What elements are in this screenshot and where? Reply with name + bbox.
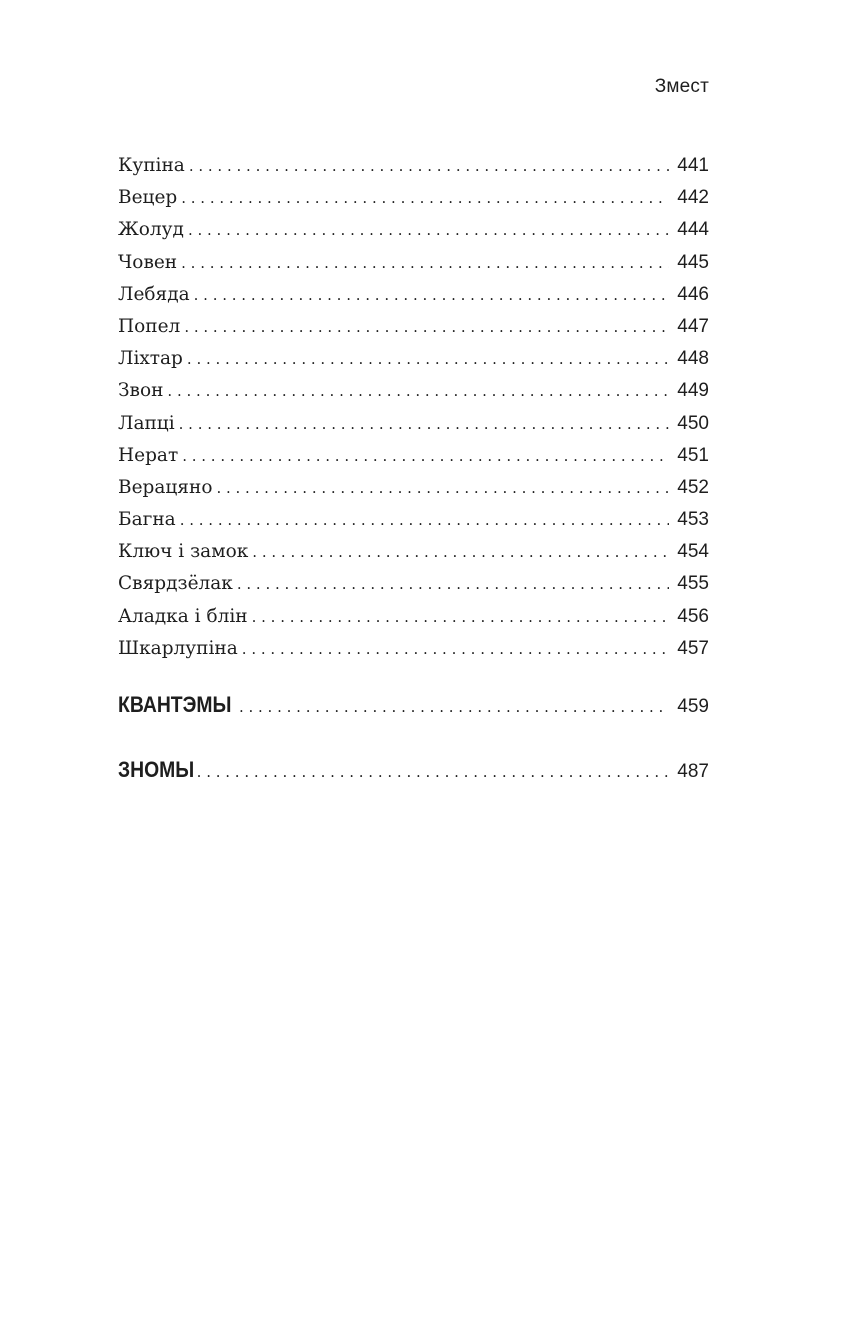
toc-entry-title: Жолуд xyxy=(118,219,184,241)
running-head: Змест xyxy=(654,76,709,97)
toc-entry xyxy=(118,413,709,445)
toc-entry-page: 453 xyxy=(677,509,709,531)
toc-entry-page: 448 xyxy=(677,348,709,370)
toc-entry-title: Нерат xyxy=(118,444,179,466)
toc-section-entry xyxy=(118,757,709,789)
toc-entry xyxy=(118,606,709,638)
dot-leader xyxy=(181,254,669,272)
toc-entry-page: 452 xyxy=(677,476,709,498)
toc-entry xyxy=(118,155,709,187)
toc-entry xyxy=(118,509,709,541)
toc-entry-title: Лебяда xyxy=(118,283,190,305)
toc-section-title: ЗНОМЫ xyxy=(118,757,195,782)
toc-section xyxy=(118,692,709,724)
toc-entry-page: 444 xyxy=(677,219,709,241)
toc-entry-page: 446 xyxy=(677,283,709,305)
dot-leader xyxy=(184,318,669,336)
dot-leader xyxy=(197,763,670,781)
dot-leader xyxy=(189,157,669,175)
dot-leader xyxy=(194,286,670,304)
toc-entry-page: 441 xyxy=(677,155,709,176)
toc-entry-page: 454 xyxy=(677,541,709,563)
table-of-contents xyxy=(118,155,709,670)
toc-entry xyxy=(118,348,709,380)
toc-entry-title: Аладка і блін xyxy=(118,605,248,627)
toc-entry-page: 456 xyxy=(677,605,709,627)
dot-leader xyxy=(188,221,669,239)
toc-entry-title: Лапці xyxy=(118,412,175,434)
dot-leader xyxy=(182,447,669,465)
toc-entry xyxy=(118,477,709,509)
toc-entry xyxy=(118,573,709,605)
dot-leader xyxy=(242,640,670,658)
toc-entry xyxy=(118,284,709,316)
toc-section xyxy=(118,757,709,789)
toc-entry xyxy=(118,380,709,412)
toc-entry xyxy=(118,316,709,348)
toc-section-title: КВАНТЭМЫ xyxy=(118,692,232,717)
dot-leader xyxy=(179,415,670,433)
toc-section-page: 459 xyxy=(677,696,709,717)
toc-entry xyxy=(118,252,709,284)
toc-entry-page: 442 xyxy=(677,187,709,209)
toc-entry xyxy=(118,219,709,251)
toc-entry-title: Шкарлупіна xyxy=(118,637,238,659)
toc-entry xyxy=(118,187,709,219)
toc-entry-title: Ліхтар xyxy=(118,348,183,370)
dot-leader xyxy=(252,608,670,626)
toc-entry-title: Ключ і замок xyxy=(118,541,249,563)
toc-entry-page: 445 xyxy=(677,251,709,273)
toc-entry-title: Купіна xyxy=(118,155,185,176)
toc-entry xyxy=(118,638,709,670)
toc-section-entry xyxy=(118,692,709,724)
dot-leader xyxy=(239,698,669,716)
toc-entry-title: Човен xyxy=(118,251,178,273)
toc-entry-title: Вецер xyxy=(118,187,178,209)
toc-entry-title: Попел xyxy=(118,315,181,337)
toc-entry-page: 449 xyxy=(677,380,709,402)
dot-leader xyxy=(237,575,669,593)
toc-entry-title: Верацяно xyxy=(118,476,213,498)
toc-entry-title: Звон xyxy=(118,380,164,402)
dot-leader xyxy=(187,350,669,368)
dot-leader xyxy=(167,382,669,400)
toc-entry-page: 451 xyxy=(677,444,709,466)
toc-entry-title: Свярдзёлак xyxy=(118,573,233,595)
dot-leader xyxy=(216,479,669,497)
toc-section-page: 487 xyxy=(677,761,709,782)
toc-entry xyxy=(118,445,709,477)
toc-entry-page: 455 xyxy=(677,573,709,595)
toc-entry-page: 447 xyxy=(677,315,709,337)
toc-entry xyxy=(118,541,709,573)
toc-entry-page: 450 xyxy=(677,412,709,434)
dot-leader xyxy=(181,189,669,207)
dot-leader xyxy=(180,511,670,529)
dot-leader xyxy=(252,543,669,561)
toc-entry-page: 457 xyxy=(677,637,709,659)
toc-entry-title: Багна xyxy=(118,509,176,531)
